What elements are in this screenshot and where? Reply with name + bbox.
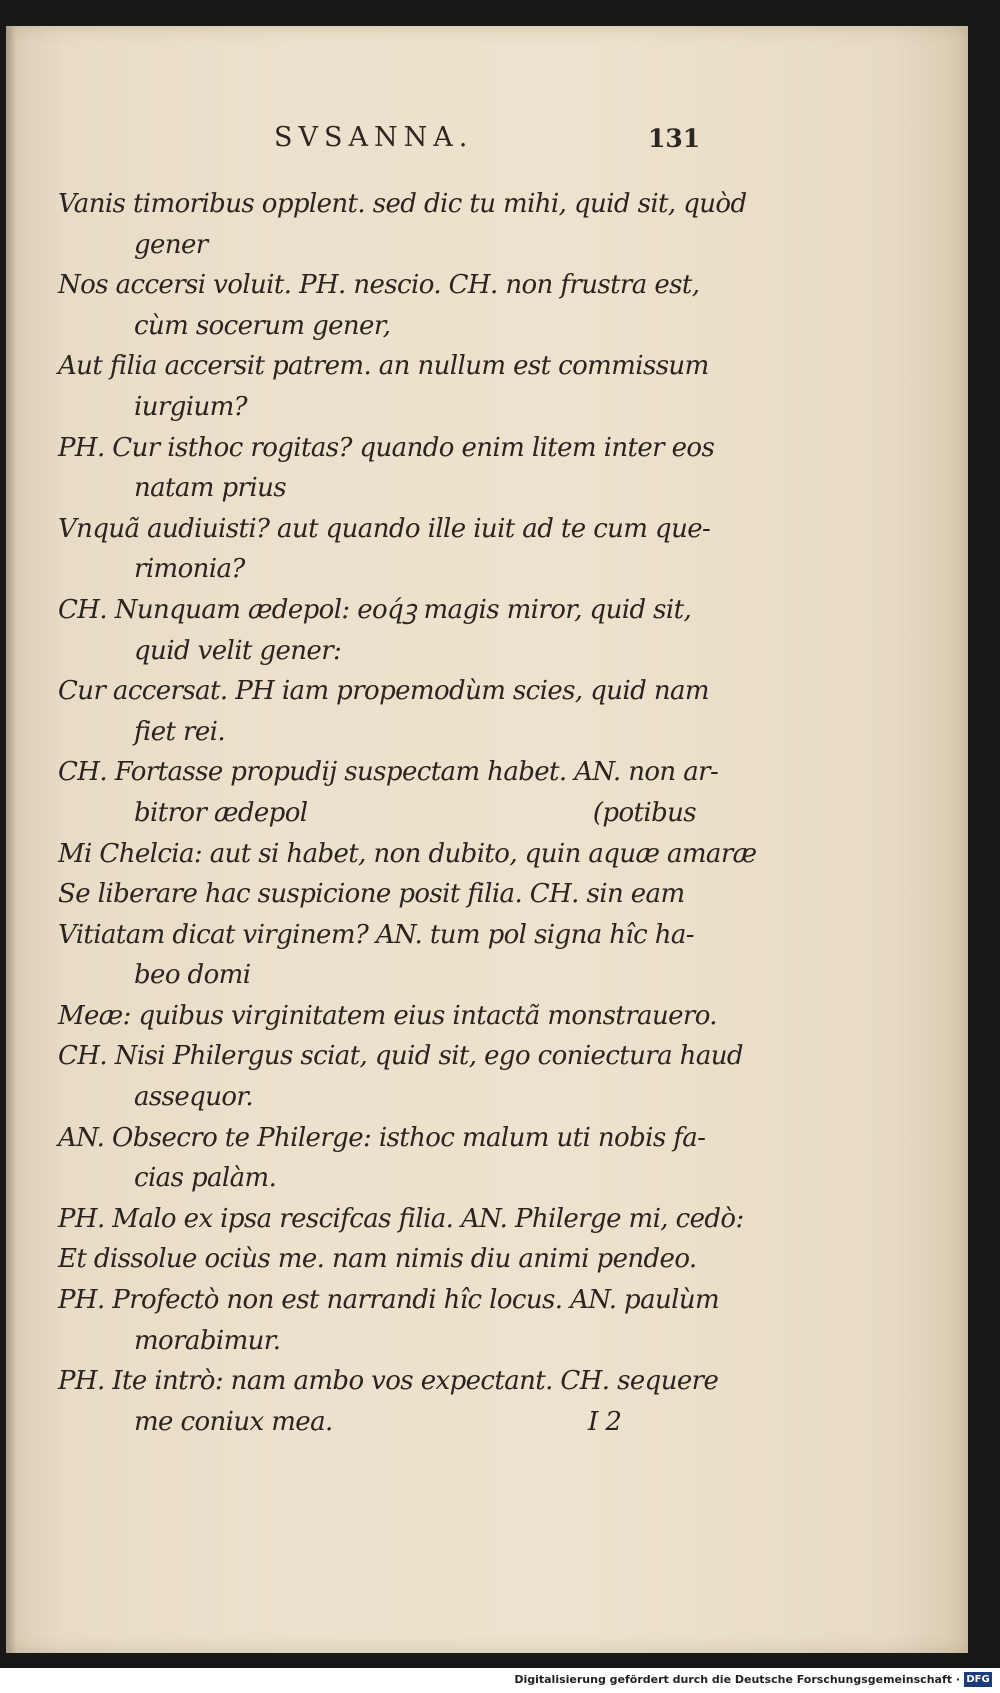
text-line	[58, 549, 718, 590]
line-catch-text: (potibus	[592, 797, 696, 828]
line-text: PH. Malo ex ipsa rescifcas filia. AN. Philerge mi, cedò:	[58, 1203, 744, 1234]
running-title: SVSANNA.	[274, 122, 474, 153]
text-line	[58, 265, 718, 306]
line-text: quid velit gener:	[134, 635, 342, 666]
line-text: PH. Cur isthoc rogitas? quando enim litem inter eos	[58, 432, 715, 463]
line-text: beo domi	[134, 960, 251, 991]
text-line	[58, 1402, 718, 1443]
text-line	[58, 955, 718, 996]
text-line	[58, 1280, 718, 1321]
text-line	[58, 346, 718, 387]
text-line	[58, 793, 718, 834]
line-text: Vitiatam dicat virginem? AN. tum pol signa hîc ha-	[58, 919, 694, 950]
text-line	[58, 1239, 718, 1280]
line-text: iurgium?	[134, 391, 247, 422]
line-text: cias palàm.	[134, 1163, 277, 1194]
text-line	[58, 1361, 718, 1402]
line-text: AN. Obsecro te Philerge: isthoc malum uti nobis fa-	[58, 1122, 706, 1153]
page-header	[6, 122, 968, 162]
page-gutter-shadow	[6, 26, 16, 1653]
line-text: fiet rei.	[134, 716, 226, 747]
line-text: PH. Profectò non est narrandi hîc locus. AN. paulùm	[58, 1285, 720, 1316]
line-text: PH. Ite intrò: nam ambo vos expectant. CH. sequere	[58, 1366, 719, 1397]
text-line	[58, 874, 718, 915]
dfg-logo-icon: DFG	[964, 1672, 992, 1687]
line-text: CH. Nisi Philergus sciat, quid sit, ego coniectura haud	[58, 1041, 743, 1072]
line-text: Vanis timoribus opplent. sed dic tu mihi, quid sit, quòd	[58, 189, 747, 219]
funding-credit: Digitalisierung gefördert durch die Deutsche Forschungsgemeinschaft ·	[514, 1673, 960, 1686]
page-number: 131	[648, 124, 701, 153]
text-line	[58, 509, 718, 550]
line-text: me coniux mea.	[134, 1406, 333, 1437]
text-line	[58, 1118, 718, 1159]
text-line	[58, 915, 718, 956]
text-line	[58, 1158, 718, 1199]
text-line	[58, 590, 718, 631]
line-text: Aut filia accersit patrem. an nullum est commissum	[58, 351, 709, 382]
text-line	[58, 184, 747, 225]
line-text: cùm socerum gener,	[134, 310, 391, 341]
line-text: natam prius	[134, 473, 286, 504]
text-line	[58, 631, 718, 672]
line-text: Se liberare hac suspicione posit filia. CH. sin eam	[58, 879, 685, 910]
line-text: Mi Chelcia: aut si habet, non dubito, quin aquæ amaræ	[58, 838, 757, 869]
line-text: bitror ædepol	[134, 797, 308, 828]
line-text: Meæ: quibus virginitatem eius intactã monstrauero.	[58, 1000, 717, 1031]
text-line	[58, 834, 757, 875]
line-text: Et dissolue ociùs me. nam nimis diu animi pendeo.	[58, 1244, 697, 1275]
text-line	[58, 996, 718, 1037]
line-text: CH. Fortasse propudij suspectam habet. AN. non ar-	[58, 757, 719, 788]
text-line	[58, 1199, 744, 1240]
signature-mark: I 2	[588, 1406, 622, 1437]
footer-bar	[0, 1668, 1000, 1693]
text-line	[58, 306, 718, 347]
line-text: morabimur.	[134, 1325, 281, 1356]
dialogue-text	[58, 184, 757, 1442]
line-text: rimonia?	[134, 554, 245, 585]
text-line	[58, 712, 718, 753]
text-line	[58, 1321, 718, 1362]
text-line	[58, 752, 718, 793]
book-page	[6, 26, 968, 1653]
line-text: Vnquã audiuisti? aut quando ille iuit ad te cum que-	[58, 513, 711, 544]
text-line	[58, 428, 718, 469]
text-line	[58, 468, 718, 509]
text-line	[58, 671, 718, 712]
line-text: gener	[134, 229, 208, 260]
line-text: Cur accersat. PH iam propemodùm scies, quid nam	[58, 676, 709, 707]
line-text: assequor.	[134, 1082, 254, 1113]
line-text: CH. Nunquam ædepol: eoq́ꝫ magis miror, quid sit,	[58, 594, 692, 625]
text-line	[58, 225, 718, 266]
text-line	[58, 1036, 743, 1077]
text-line	[58, 1077, 718, 1118]
line-text: Nos accersi voluit. PH. nescio. CH. non frustra est,	[58, 270, 700, 301]
text-line	[58, 387, 718, 428]
